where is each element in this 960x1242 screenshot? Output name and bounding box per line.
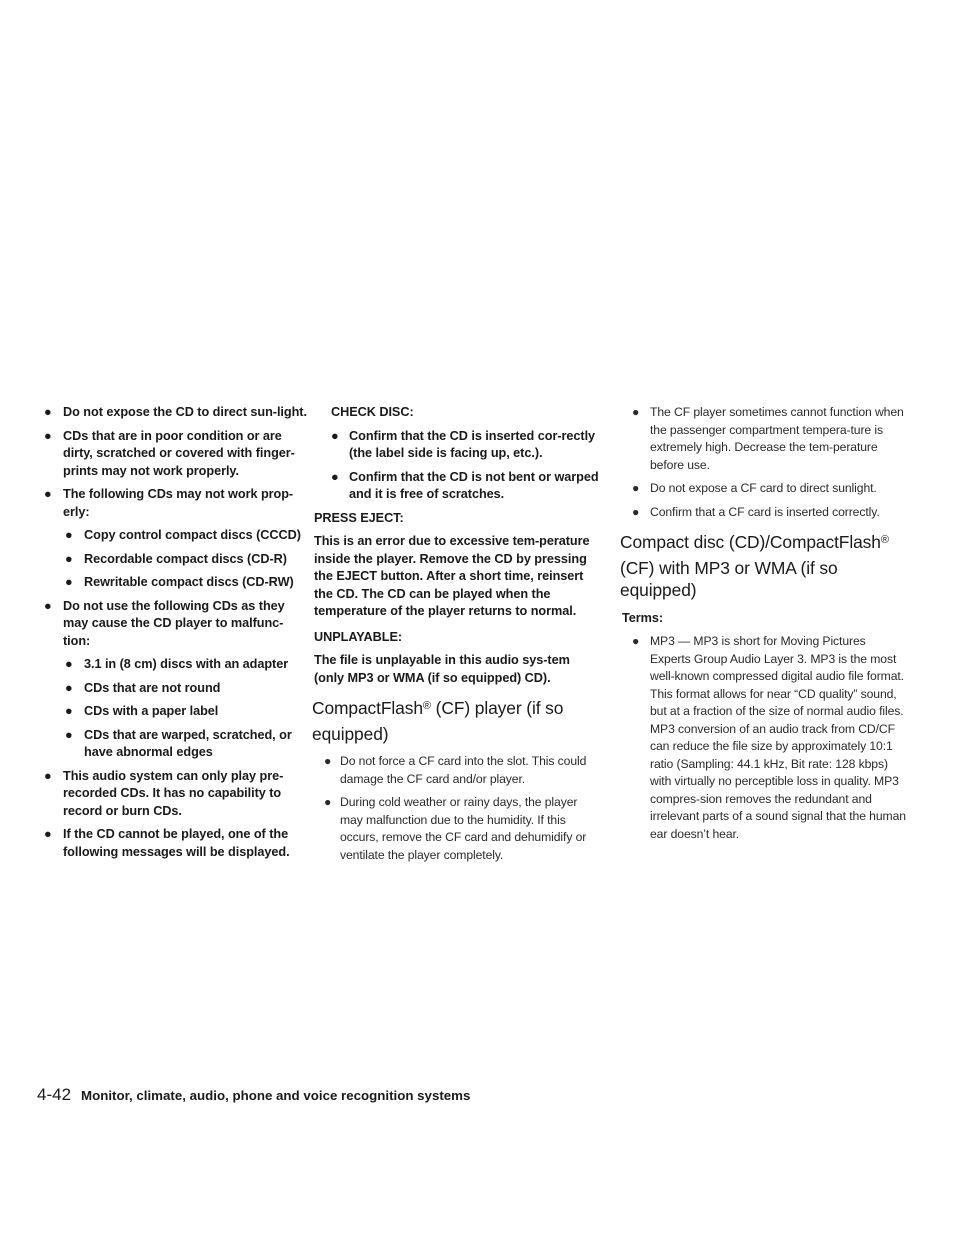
registered-mark: ® <box>422 700 431 712</box>
list-item-text: The following CDs may not work prop-erly: <box>63 487 294 519</box>
list-item-text: CDs with a paper label <box>84 704 219 718</box>
page-footer <box>37 1085 917 1109</box>
list-item-text: Rewritable compact discs (CD-RW) <box>84 575 294 589</box>
bullet-icon: ● <box>44 768 52 783</box>
list-item-text: CDs that are not round <box>84 680 221 695</box>
list-item <box>44 404 308 422</box>
sub-list-item <box>44 527 308 545</box>
bullet-icon: ● <box>331 428 339 443</box>
list-item <box>314 794 602 864</box>
bullet-icon: ● <box>44 827 52 841</box>
bullet-icon: ● <box>324 754 332 768</box>
list-item-text: CDs that are in poor condition or are dirty, scratched or covered with finger-prints may not work properly. <box>63 428 295 478</box>
column-1 <box>44 404 308 867</box>
bullet-icon: ● <box>632 504 640 519</box>
sub-list-item <box>44 680 308 698</box>
list-item-text: Recordable compact discs (CD-R) <box>84 551 287 566</box>
bullet-icon: ● <box>632 481 640 495</box>
sub-list-item <box>44 574 308 592</box>
list-item-text: Do not use the following CDs as they may cause the CD player to malfunc-tion: <box>63 598 285 648</box>
list-item-text: Do not expose the CD to direct sun-light. <box>63 405 307 419</box>
list-item <box>314 469 602 504</box>
bullet-icon: ● <box>331 469 339 484</box>
bullet-icon: ● <box>44 428 52 443</box>
bullet-icon: ● <box>65 575 73 589</box>
list-item <box>44 598 308 651</box>
list-item <box>44 428 308 481</box>
terms-label: Terms: <box>622 610 664 625</box>
list-item-text: This audio system can only play pre-recorded CDs. It has no capability to record or burn CDs. <box>63 768 284 818</box>
page-number: 4-42 <box>37 1085 72 1104</box>
press-eject-text: This is an error due to excessive tem-perature inside the player. Remove the CD by pressing the EJECT button. After a short time, reinsert the CD. The CD can be played when the temperature of the player returns to normal. <box>314 534 590 618</box>
mp3-wma-heading <box>620 531 908 602</box>
list-item-text: Copy control compact discs (CCCD) <box>84 528 301 542</box>
bullet-icon: ● <box>632 634 640 648</box>
column-3 <box>622 404 908 849</box>
list-item-text: Do not force a CF card into the slot. This could damage the CF card and/or player. <box>340 754 587 786</box>
list-item-text: Confirm that the CD is not bent or warped and it is free of scratches. <box>349 469 599 501</box>
cf-heading-part-b: (CF) player (if so equipped) <box>312 698 564 744</box>
bullet-icon: ● <box>65 657 73 671</box>
list-item <box>622 633 908 843</box>
list-item <box>622 404 908 474</box>
list-item-text: During cold weather or rainy days, the player may malfunction due to the humidity. If this occurs, remove the CF card and dehumidify or ventilate the player completely. <box>340 795 587 862</box>
chapter-title: Monitor, climate, audio, phone and voice recognition systems <box>81 1088 471 1103</box>
bullet-icon: ● <box>65 680 73 695</box>
list-item-text: 3.1 in (8 cm) discs with an adapter <box>84 657 289 671</box>
list-item <box>622 504 908 522</box>
press-eject-heading: PRESS EJECT: <box>314 510 404 525</box>
bullet-icon: ● <box>44 487 52 501</box>
bullet-icon: ● <box>632 405 640 419</box>
list-item-text: Confirm that a CF card is inserted correctly. <box>650 504 880 519</box>
list-item <box>314 753 602 788</box>
list-item-text: If the CD cannot be played, one of the following messages will be displayed. <box>63 827 290 859</box>
cf-player-heading <box>312 697 602 745</box>
list-item <box>44 768 308 821</box>
list-item <box>622 480 908 498</box>
cf-heading-part-a: CompactFlash <box>312 698 423 718</box>
list-item <box>44 486 308 521</box>
sub-list-item <box>44 551 308 569</box>
sub-list-item <box>44 656 308 674</box>
mp3-heading-part-b: (CF) with MP3 or WMA (if so equipped) <box>620 557 838 600</box>
bullet-icon: ● <box>65 551 73 566</box>
list-item-text: Do not expose a CF card to direct sunlight. <box>650 481 877 495</box>
bullet-icon: ● <box>44 405 52 419</box>
sub-list-item <box>44 727 308 762</box>
sub-list-item <box>44 703 308 721</box>
bullet-icon: ● <box>65 727 73 742</box>
list-item-text: MP3 — MP3 is short for Moving Pictures Experts Group Audio Layer 3. MP3 is the most well-known compressed digital audio file format. This format allows for near “CD quality” sound, but at a fraction of the size of normal audio files. MP3 conversion of an audio track from CD/CF can reduce the file size by approximately 10:1 ratio (Sampling: 44.1 kHz, Bit rate: 128 kbps) with virtually no perceptible loss in quality. MP3 compres-sion removes the redundant and irrelevant parts of a sound signal that the human ear doesn’t hear. <box>650 634 906 841</box>
bullet-icon: ● <box>65 528 73 542</box>
list-item <box>314 428 602 463</box>
registered-mark: ® <box>880 534 889 546</box>
list-item-text: The CF player sometimes cannot function when the passenger compartment tempera-ture is extremely high. Decrease the tem-perature before use. <box>650 405 904 472</box>
bullet-icon: ● <box>324 795 332 809</box>
list-item-text: Confirm that the CD is inserted cor-rectly (the label side is facing up, etc.). <box>349 428 596 460</box>
list-item-text: CDs that are warped, scratched, or have abnormal edges <box>84 727 292 759</box>
bullet-icon: ● <box>44 598 52 613</box>
check-disc-heading: CHECK DISC: <box>331 405 414 419</box>
list-item <box>44 826 308 861</box>
mp3-heading-part-a: Compact disc (CD)/CompactFlash <box>620 532 881 552</box>
unplayable-text: The file is unplayable in this audio sys-tem (only MP3 or WMA (if so equipped) CD). <box>314 653 570 685</box>
column-2 <box>314 404 602 870</box>
bullet-icon: ● <box>65 704 73 718</box>
unplayable-heading: UNPLAYABLE: <box>314 629 403 644</box>
